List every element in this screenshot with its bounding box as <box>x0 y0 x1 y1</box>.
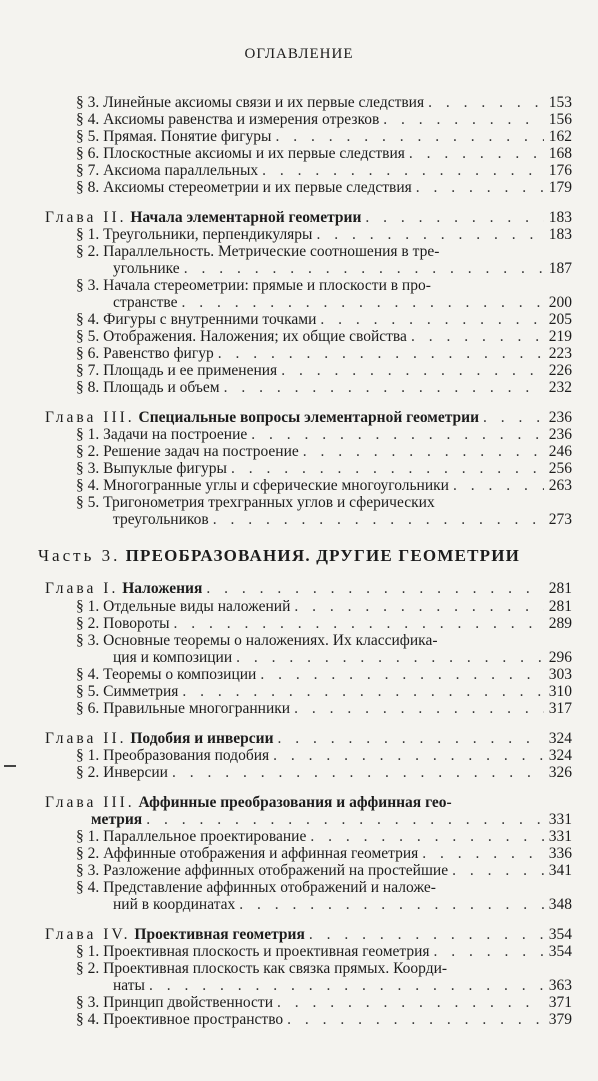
page-header: ОГЛАВЛЕНИЕ <box>244 46 354 62</box>
page-number: 281 <box>548 598 572 615</box>
part-heading: ПРЕОБРАЗОВАНИЯ. ДРУГИЕ ГЕОМЕТРИИ <box>125 546 521 565</box>
page-number: 179 <box>548 179 572 196</box>
page-number: 310 <box>548 683 572 700</box>
section-number: § 1. <box>76 598 100 615</box>
page-number: 331 <box>548 811 572 828</box>
section-number: § 4. <box>76 111 100 128</box>
page-number: 324 <box>548 730 572 747</box>
section-number: § 3. <box>76 994 100 1011</box>
section-number: § 6. <box>76 700 100 717</box>
page-number: 205 <box>548 311 572 328</box>
toc-section-line <box>76 699 572 718</box>
entry-title: Аксиомы равенства и измерения отрезков <box>103 111 380 128</box>
entry-title: ция и композиции <box>113 649 233 666</box>
page-number: 183 <box>548 226 572 243</box>
entry-title: Аффинные преобразования и аффинная гео- <box>138 794 452 811</box>
entry-title: Принцип двойственности <box>103 994 273 1011</box>
chapter-number: Глава II. <box>45 209 127 226</box>
margin-mark <box>4 765 16 767</box>
entry-title: Выпуклые фигуры <box>103 460 227 477</box>
page-number: 200 <box>548 294 572 311</box>
section-number: § 7. <box>76 362 100 379</box>
page-number: 348 <box>548 896 572 913</box>
chapter-number: Глава I. <box>45 580 119 597</box>
entry-title: Площадь и объем <box>103 379 220 396</box>
entry-title: ний в координатах <box>113 896 236 913</box>
entry-title: Аксиомы стереометрии и их первые следствия <box>103 179 412 196</box>
section-number: § 4. <box>76 1011 100 1028</box>
section-number: § 1. <box>76 747 100 764</box>
page-number: 219 <box>548 328 572 345</box>
part-title <box>38 546 520 566</box>
toc-section-line <box>76 763 572 782</box>
section-number: § 7. <box>76 162 100 179</box>
section-number: § 6. <box>76 345 100 362</box>
chapter-number: Глава III. <box>45 409 135 426</box>
page-number: 263 <box>548 477 572 494</box>
section-number: § 4. <box>76 666 100 683</box>
entry-title: Начала стереометрии: прямые и плоскости в про- <box>103 277 431 294</box>
section-number: § 5. <box>76 128 100 145</box>
dot-leader <box>416 178 544 197</box>
section-number: § 2. <box>76 960 100 977</box>
chapter-number: Глава III. <box>45 794 135 811</box>
entry-title: Основные теоремы о наложениях. Их классифика- <box>103 632 438 649</box>
section-number: § 3. <box>76 632 100 649</box>
page-number: 326 <box>548 764 572 781</box>
page-number: 236 <box>548 409 572 426</box>
entry-title: Прямая. Понятие фигуры <box>103 128 272 145</box>
section-number: § 6. <box>76 145 100 162</box>
dot-leader <box>294 699 544 718</box>
entry-title: странстве <box>113 294 178 311</box>
toc-continuation-line <box>113 510 572 529</box>
page-number: 168 <box>548 145 572 162</box>
entry-title: Параллельность. Метрические соотношения в тре- <box>103 243 440 260</box>
chapter-number: Глава IV. <box>45 926 131 943</box>
dot-leader <box>213 510 544 529</box>
section-number: § 2. <box>76 764 100 781</box>
entry-title: Разложение аффинных отображений на простейшие <box>103 862 449 879</box>
page-number: 156 <box>548 111 572 128</box>
section-number: § 5. <box>76 328 100 345</box>
entry-title: Наложения <box>122 580 203 597</box>
part-prefix: Часть 3. <box>38 546 121 565</box>
page-number: 354 <box>548 926 572 943</box>
section-number: § 2. <box>76 615 100 632</box>
page-number: 183 <box>548 209 572 226</box>
entry-title: Параллельное проектирование <box>103 828 307 845</box>
dot-leader <box>287 1010 544 1029</box>
entry-title: наты <box>113 977 145 994</box>
entry-title: Представление аффинных отображений и наложе- <box>103 879 436 896</box>
entry-title: Отдельные виды наложений <box>103 598 291 615</box>
page-number: 336 <box>548 845 572 862</box>
section-number: § 4. <box>76 477 100 494</box>
toc-section-line <box>76 378 572 397</box>
page-number: 363 <box>548 977 572 994</box>
section-number: § 1. <box>76 828 100 845</box>
page-number: 354 <box>548 943 572 960</box>
entry-title: Начала элементарной геометрии <box>130 209 362 226</box>
dot-leader <box>172 763 544 782</box>
page-number: 289 <box>548 615 572 632</box>
section-number: § 1. <box>76 226 100 243</box>
dot-leader <box>239 895 544 914</box>
entry-title: Задачи на построение <box>103 426 248 443</box>
entry-title: Специальные вопросы элементарной геометрии <box>138 409 480 426</box>
toc-continuation-line <box>113 895 572 914</box>
entry-title: Проективная плоскость и проективная геометрия <box>103 943 430 960</box>
entry-title: Подобия и инверсии <box>130 730 274 747</box>
page-number: 223 <box>548 345 572 362</box>
entry-title: Треугольники, перпендикуляры <box>103 226 313 243</box>
entry-title: Проективное пространство <box>103 1011 284 1028</box>
page-number: 273 <box>548 511 572 528</box>
entry-title: Аксиома параллельных <box>103 162 259 179</box>
entry-title: Проективная плоскость как связка прямых. Коорди- <box>103 960 448 977</box>
page-number: 379 <box>548 1011 572 1028</box>
page-number: 324 <box>548 747 572 764</box>
entry-title: Преобразования подобия <box>103 747 270 764</box>
page-number: 176 <box>548 162 572 179</box>
section-number: § 2. <box>76 443 100 460</box>
entry-title: Проективная геометрия <box>134 926 305 943</box>
entry-title: Повороты <box>103 615 170 632</box>
page-number: 232 <box>548 379 572 396</box>
entry-title: Линейные аксиомы связи и их первые следствия <box>103 94 425 111</box>
entry-title: метрия <box>91 811 143 828</box>
page-number: 331 <box>548 828 572 845</box>
section-number: § 2. <box>76 845 100 862</box>
entry-title: Фигуры с внутренними точками <box>103 311 317 328</box>
entry-title: Теоремы о композиции <box>103 666 257 683</box>
section-number: § 3. <box>76 277 100 294</box>
entry-title: угольнике <box>113 260 180 277</box>
section-number: § 1. <box>76 426 100 443</box>
entry-title: Многогранные углы и сферические многоугольники <box>103 477 449 494</box>
section-number: § 2. <box>76 243 100 260</box>
toc-chapter-line <box>45 579 572 598</box>
toc-section-line <box>76 178 572 197</box>
entry-title: Инверсии <box>103 764 168 781</box>
section-number: § 8. <box>76 179 100 196</box>
section-number: § 1. <box>76 943 100 960</box>
section-number: § 8. <box>76 379 100 396</box>
entry-title: Аффинные отображения и аффинная геометрия <box>103 845 419 862</box>
chapter-number: Глава II. <box>45 730 127 747</box>
section-number: § 5. <box>76 494 100 511</box>
page-number: 236 <box>548 426 572 443</box>
section-number: § 3. <box>76 460 100 477</box>
section-number: § 3. <box>76 94 100 111</box>
entry-title: Симметрия <box>103 683 179 700</box>
section-number: § 3. <box>76 862 100 879</box>
entry-title: Равенство фигур <box>103 345 214 362</box>
page-number: 281 <box>548 580 572 597</box>
entry-title: Отображения. Наложения; их общие свойства <box>103 328 407 345</box>
entry-title: Решение задач на построение <box>103 443 299 460</box>
entry-title: Тригонометрия трехгранных углов и сферических <box>103 494 435 511</box>
entry-title: Плоскостные аксиомы и их первые следствия <box>103 145 405 162</box>
page-number: 296 <box>548 649 572 666</box>
page-number: 317 <box>548 700 572 717</box>
page-number: 341 <box>548 862 572 879</box>
page-number: 153 <box>548 94 572 111</box>
entry-title: Площадь и ее применения <box>103 362 278 379</box>
section-number: § 5. <box>76 683 100 700</box>
page-number: 187 <box>548 260 572 277</box>
page-number: 303 <box>548 666 572 683</box>
dot-leader <box>206 579 544 598</box>
dot-leader <box>224 378 544 397</box>
page-number: 226 <box>548 362 572 379</box>
section-number: § 4. <box>76 879 100 896</box>
entry-title: треугольников <box>113 511 209 528</box>
entry-title: Правильные многогранники <box>103 700 291 717</box>
page-number: 256 <box>548 460 572 477</box>
page-number: 246 <box>548 443 572 460</box>
page-number: 371 <box>548 994 572 1011</box>
toc-section-line <box>76 1010 572 1029</box>
page-number: 162 <box>548 128 572 145</box>
section-number: § 4. <box>76 311 100 328</box>
